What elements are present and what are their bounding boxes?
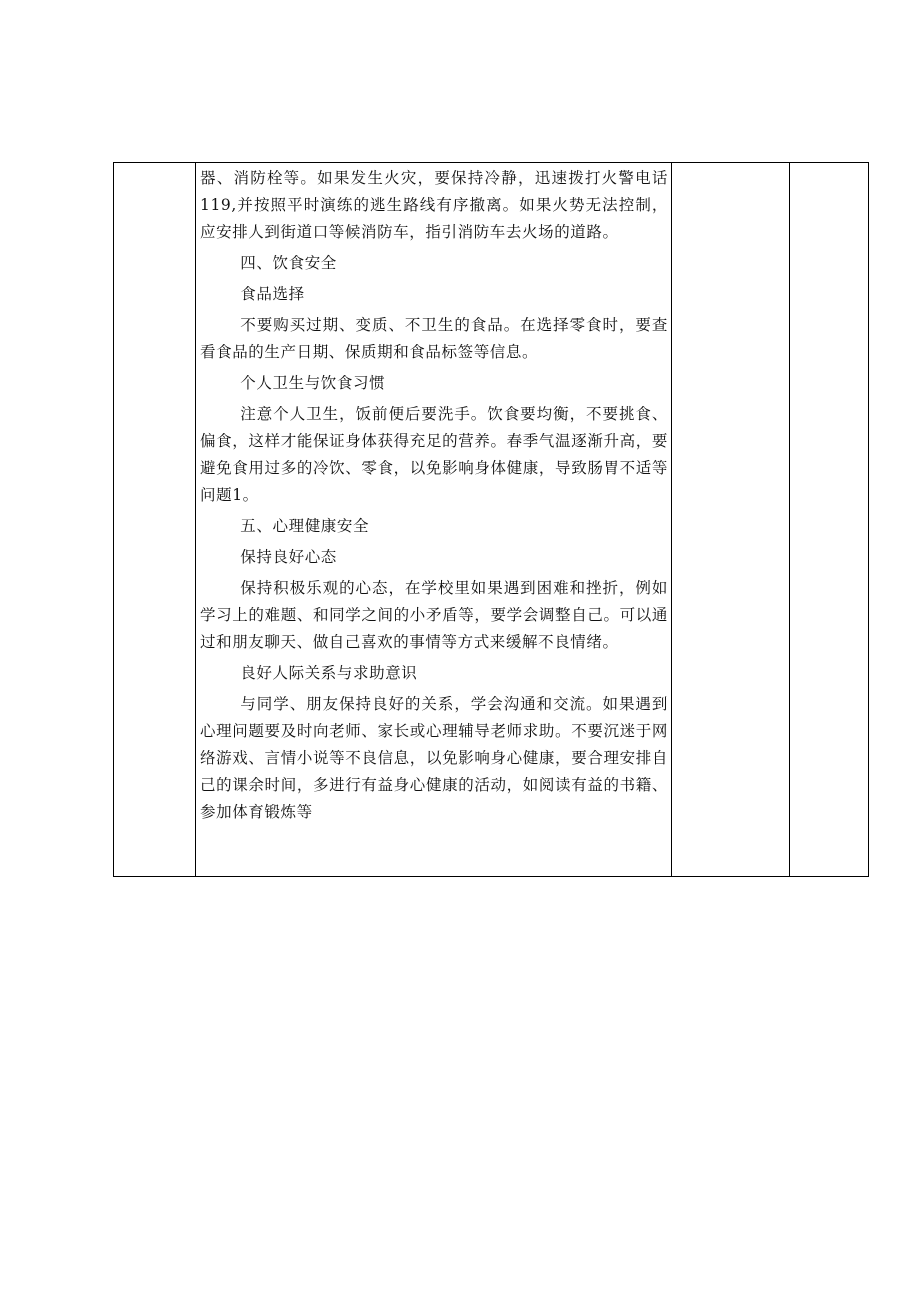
section-heading-mental-health: 五、心理健康安全: [240, 517, 370, 535]
paragraph-relationships-help: 与同学、朋友保持良好的关系，学会沟通和交流。如果遇到心理问题要及时向老师、家长或心理辅导老师求助。不要沉迷于网络游戏、言情小说等不良信息，以免影响身心健康，要合理安排自己的课余时间，多进行有益身心健康的活动，如阅读有益的书籍、参加体育锻炼等: [200, 695, 668, 821]
subheading-food-selection: 食品选择: [240, 285, 305, 303]
subheading-good-mindset: 保持良好心态: [240, 548, 337, 566]
subheading-relationships-help: 良好人际关系与求助意识: [240, 664, 418, 682]
document-table: [113, 162, 869, 877]
subheading-hygiene-habits: 个人卫生与饮食习惯: [240, 374, 386, 392]
paragraph-fire-safety-continued: 器、消防栓等。如果发生火灾，要保持冷静，迅速拨打火警电话119,并按照平时演练的逃生路线有序撤离。如果火势无法控制，应安排人到街道口等候消防车，指引消防车去火场的道路。: [200, 169, 668, 241]
table-cell-content: [196, 163, 672, 877]
table-cell-left: [114, 163, 196, 877]
paragraph-good-mindset: 保持积极乐观的心态，在学校里如果遇到困难和挫折，例如学习上的难题、和同学之间的小矛盾等，要学会调整自己。可以通过和朋友聊天、做自己喜欢的事情等方式来缓解不良情绪。: [200, 579, 668, 651]
paragraph-food-selection: 不要购买过期、变质、不卫生的食品。在选择零食时，要查看食品的生产日期、保质期和食品标签等信息。: [200, 316, 668, 361]
table-cell-notes: [672, 163, 790, 877]
table-row: [114, 163, 869, 877]
section-heading-food-safety: 四、饮食安全: [240, 254, 337, 272]
table-cell-right: [790, 163, 869, 877]
paragraph-hygiene-habits: 注意个人卫生，饭前便后要洗手。饮食要均衡，不要挑食、偏食，这样才能保证身体获得充足的营养。春季气温逐渐升高，要避免食用过多的冷饮、零食，以免影响身体健康，导致肠胃不适等问题1。: [200, 405, 668, 504]
